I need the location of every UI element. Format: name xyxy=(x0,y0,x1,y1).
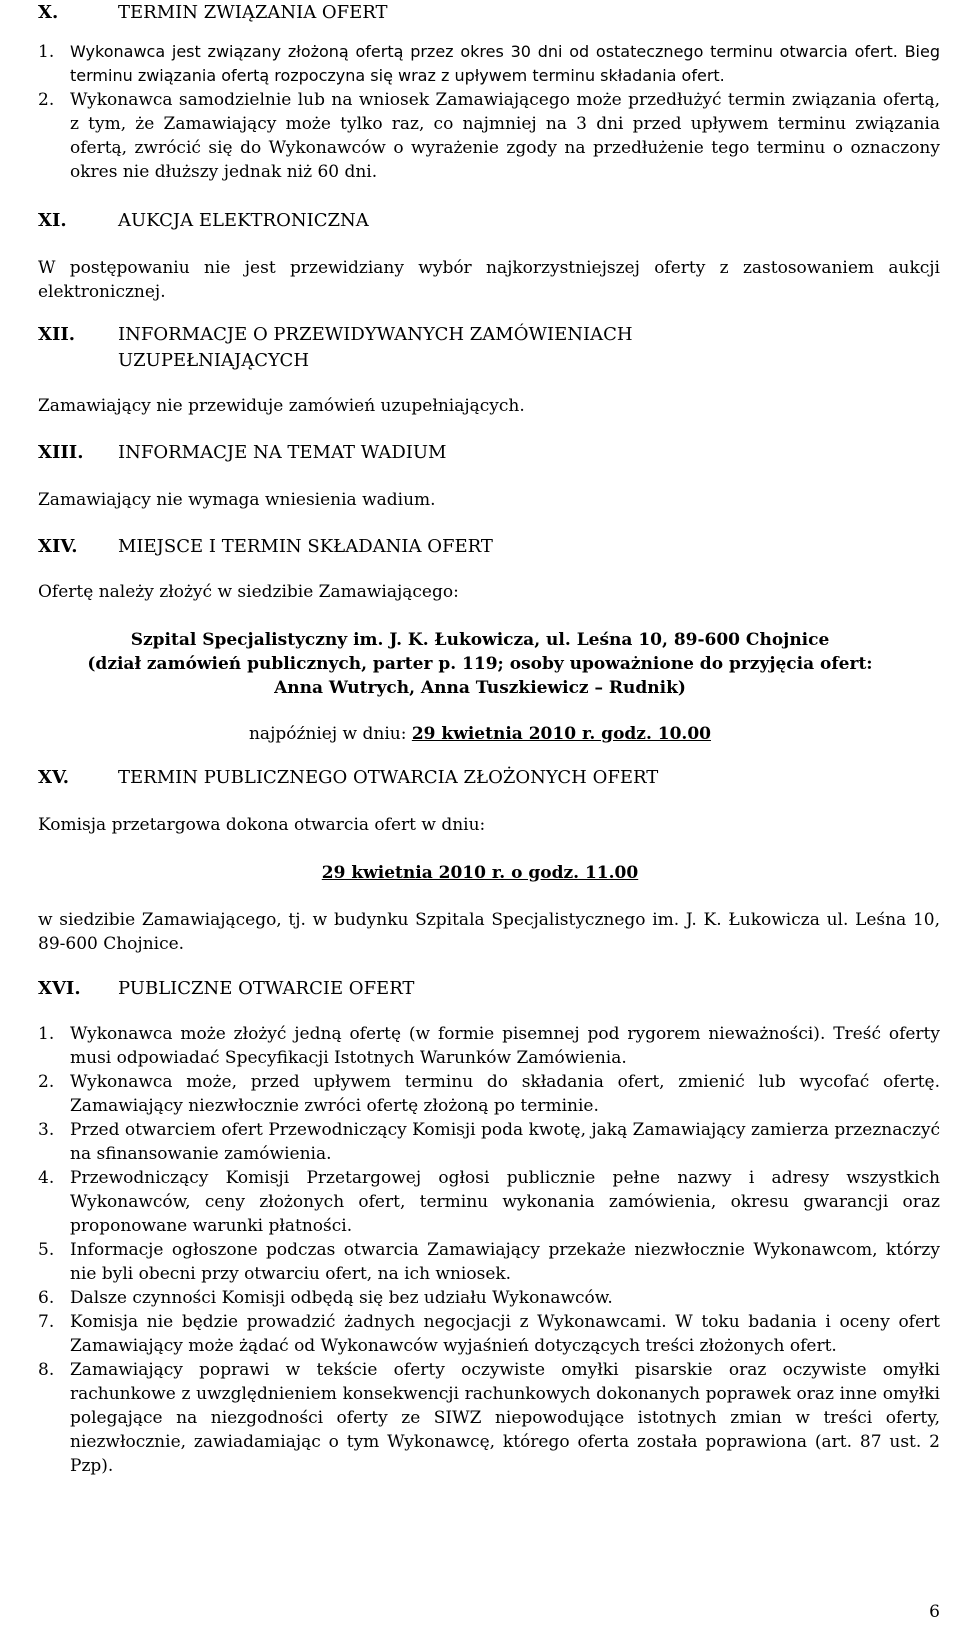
section-number: XIV. xyxy=(38,536,78,557)
list-item-text: Zamawiający poprawi w tekście oferty oczywiste omyłki pisarskie oraz oczywiste omyłki rachunkowe z uwzględnieniem konsekwencji rachunkowych dokonanych poprawek oraz inne omyłki polegające na niezgodności oferty ze SIWZ niepowodujące istotnych zmian w treści oferty, niezwłocznie, zawiadamiając o tym Wykonawcę, którego oferta została poprawiona (art. 87 ust. 2 Pzp). xyxy=(70,1360,940,1476)
list-item xyxy=(38,1070,940,1118)
list-item xyxy=(38,1358,940,1478)
section-title: TERMIN PUBLICZNEGO OTWARCIA ZŁOŻONYCH OFERT xyxy=(118,767,659,788)
list-item xyxy=(38,1118,940,1166)
deadline-value: 29 kwietnia 2010 r. godz. 10.00 xyxy=(411,724,712,744)
list-item-text: Wykonawca może złożyć jedną ofertę (w formie pisemnej pod rygorem nieważności). Treść oferty musi odpowiadać Specyfikacji Istotnych Warunków Zamówienia. xyxy=(70,1024,940,1068)
section-number: XII. xyxy=(38,324,76,345)
section-heading-xiv xyxy=(38,534,940,560)
section-title: INFORMACJE NA TEMAT WADIUM xyxy=(118,442,447,463)
section-number: XV. xyxy=(38,767,70,788)
section-heading-xi xyxy=(38,208,940,234)
section-number: XIII. xyxy=(38,442,84,463)
list-item-text: Wykonawca może, przed upływem terminu do składania ofert, zmienić lub wycofać ofertę. Zamawiający niezwłocznie zwróci ofertę złożoną po terminie. xyxy=(70,1072,940,1116)
list-item-text: Dalsze czynności Komisji odbędą się bez udziału Wykonawców. xyxy=(70,1288,613,1308)
section-title: TERMIN ZWIĄZANIA OFERT xyxy=(118,2,388,23)
list-item-number: 4. xyxy=(38,1168,55,1188)
list-item-number: 2. xyxy=(38,90,55,110)
list-item-number: 3. xyxy=(38,1120,55,1140)
address-line-1: Szpital Specjalistyczny im. J. K. Łukowicza, ul. Leśna 10, 89-600 Chojnice xyxy=(130,630,830,650)
list-item xyxy=(38,1310,940,1358)
list-item-number: 6. xyxy=(38,1288,55,1308)
page-number: 6 xyxy=(929,1602,940,1622)
list-item-number: 5. xyxy=(38,1240,55,1260)
section-title: MIEJSCE I TERMIN SKŁADANIA OFERT xyxy=(118,536,493,557)
section-xiii-text: Zamawiający nie wymaga wniesienia wadium. xyxy=(38,490,436,510)
section-heading-xii xyxy=(38,322,940,374)
section-heading-x xyxy=(38,0,940,26)
list-item-number: 1. xyxy=(38,42,55,62)
section-heading-xv xyxy=(38,765,940,791)
section-heading-xvi xyxy=(38,976,940,1002)
list-item-text: Komisja nie będzie prowadzić żadnych negocjacji z Wykonawcami. W toku badania i oceny ofert Zamawiający może żądać od Wykonawców wyjaśnień dotyczących treści złożonych ofert. xyxy=(70,1312,940,1356)
list-item-number: 7. xyxy=(38,1312,55,1332)
list-item-number: 8. xyxy=(38,1360,55,1380)
address-line-2: (dział zamówień publicznych, parter p. 119; osoby upoważnione do przyjęcia ofert: xyxy=(87,654,873,674)
section-xiv-intro: Ofertę należy złożyć w siedzibie Zamawiającego: xyxy=(38,582,459,602)
list-item-number: 2. xyxy=(38,1072,55,1092)
deadline-label: najpóźniej w dniu: xyxy=(248,724,412,744)
section-xi-text: W postępowaniu nie jest przewidziany wybór najkorzystniejszej oferty z zastosowaniem aukcji elektronicznej. xyxy=(38,258,940,302)
list-item-number: 1. xyxy=(38,1024,55,1044)
opening-date: 29 kwietnia 2010 r. o godz. 11.00 xyxy=(321,863,639,883)
list-item xyxy=(38,88,940,184)
list-item-text: Wykonawca jest związany złożoną ofertą przez okres 30 dni od ostatecznego terminu otwarcia ofert. Bieg terminu związania ofertą rozpoczyna się wraz z upływem terminu składania ofert. xyxy=(70,42,940,85)
list-item xyxy=(38,1238,940,1286)
section-number: XI. xyxy=(38,210,67,231)
list-item-text: Wykonawca samodzielnie lub na wniosek Zamawiającego może przedłużyć termin związania ofertą, z tym, że Zamawiający może tylko raz, co najmniej na 3 dni przed upływem terminu związania ofertą, zwrócić się do Wykonawców o wyrażenie zgody na przedłużenie tego terminu o oznaczony okres nie dłuższy jednak niż 60 dni. xyxy=(70,90,940,182)
list-item xyxy=(38,40,940,88)
section-heading-xiii xyxy=(38,440,940,466)
section-title: PUBLICZNE OTWARCIE OFERT xyxy=(118,978,415,999)
section-x-list xyxy=(38,40,940,184)
list-item xyxy=(38,1166,940,1238)
list-item xyxy=(38,1022,940,1070)
section-title: AUKCJA ELEKTRONICZNA xyxy=(118,210,369,231)
section-title: INFORMACJE O PRZEWIDYWANYCH ZAMÓWIENIACH UZUPEŁNIAJĄCYCH xyxy=(118,324,633,371)
section-number: X. xyxy=(38,2,59,23)
submission-deadline xyxy=(0,722,960,746)
section-xv-intro: Komisja przetargowa dokona otwarcia ofert w dniu: xyxy=(38,815,486,835)
section-xv-place: w siedzibie Zamawiającego, tj. w budynku Szpitala Specjalistycznego im. J. K. Łukowicza ul. Leśna 10, 89-600 Chojnice. xyxy=(38,910,940,954)
section-xvi-list xyxy=(38,1022,940,1478)
section-xii-text: Zamawiający nie przewiduje zamówień uzupełniających. xyxy=(38,396,525,416)
list-item-text: Przed otwarciem ofert Przewodniczący Komisji poda kwotę, jaką Zamawiający zamierza przeznaczyć na sfinansowanie zamówienia. xyxy=(70,1120,940,1164)
list-item-text: Informacje ogłoszone podczas otwarcia Zamawiający przekaże niezwłocznie Wykonawcom, którzy nie byli obecni przy otwarciu ofert, na ich wniosek. xyxy=(70,1240,940,1284)
address-line-3: Anna Wutrych, Anna Tuszkiewicz – Rudnik) xyxy=(274,678,686,698)
list-item-text: Przewodniczący Komisji Przetargowej ogłosi publicznie pełne nazwy i adresy wszystkich Wykonawców, ceny złożonych ofert, terminu wykonania zamówienia, okresu gwarancji oraz proponowane warunki płatności. xyxy=(70,1168,940,1236)
list-item xyxy=(38,1286,940,1310)
section-number: XVI. xyxy=(38,978,81,999)
